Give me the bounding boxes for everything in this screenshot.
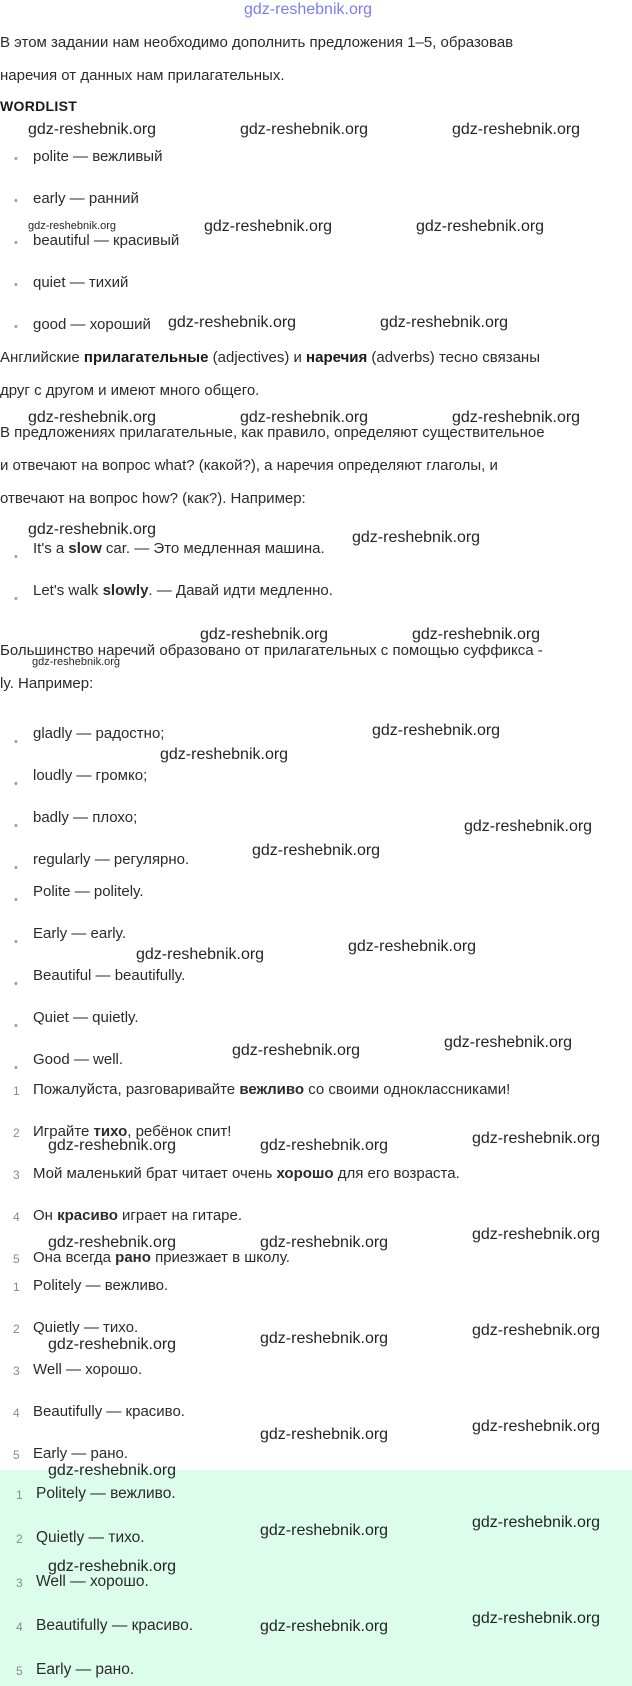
item-number: 1: [13, 1280, 20, 1294]
list-item: badly — плохо;: [33, 809, 138, 826]
sentence: Играйте тихо, ребёнок спит!: [33, 1123, 232, 1140]
item-number: 3: [13, 1364, 20, 1378]
bullet-icon: •: [14, 778, 18, 790]
watermark: gdz-reshebnik.org: [252, 842, 381, 859]
watermark: gdz-reshebnik.org: [416, 218, 545, 235]
wordlist-heading: WORDLIST: [0, 98, 78, 114]
list-item: Good — well.: [33, 1051, 124, 1068]
bullet-icon: •: [14, 736, 18, 748]
bullet-icon: •: [14, 1020, 18, 1032]
sentence: Мой маленький брат читает очень хорошо для его возраста.: [33, 1165, 460, 1182]
final-answer: Early — рано.: [36, 1661, 135, 1678]
paragraph-adjectives-line-2: друг с другом и имеют много общего.: [0, 382, 260, 399]
intro-line-2: наречия от данных нам прилагательных.: [0, 67, 285, 84]
watermark: gdz-reshebnik.org: [136, 946, 265, 963]
item-number: 2: [16, 1532, 23, 1546]
watermark: gdz-reshebnik.org: [260, 1330, 389, 1347]
bullet-icon: •: [14, 321, 18, 333]
item-number: 4: [13, 1210, 20, 1224]
list-item: gladly — радостно;: [33, 725, 165, 742]
answer: Early — рано.: [33, 1445, 128, 1462]
watermark: gdz-reshebnik.org: [48, 1558, 177, 1575]
watermark: gdz-reshebnik.org: [472, 1418, 601, 1435]
watermark: gdz-reshebnik.org: [452, 409, 581, 426]
watermark: gdz-reshebnik.org: [240, 121, 369, 138]
watermark: gdz-reshebnik.org: [28, 521, 157, 538]
intro-line-1: В этом задании нам необходимо дополнить предложения 1–5, образовав: [0, 34, 514, 51]
watermark: gdz-reshebnik.org: [472, 1130, 601, 1147]
watermark: gdz-reshebnik.org: [48, 1462, 177, 1479]
watermark: gdz-reshebnik.org: [260, 1234, 389, 1251]
bullet-icon: •: [14, 1062, 18, 1074]
watermark: gdz-reshebnik.org: [464, 818, 593, 835]
bullet-icon: •: [14, 820, 18, 832]
bullet-icon: •: [14, 593, 18, 605]
list-item: good — хороший: [33, 316, 151, 333]
list-item: Beautiful — beautifully.: [33, 967, 186, 984]
watermark: gdz-reshebnik.org: [48, 1137, 177, 1154]
list-item: regularly — регулярно.: [33, 851, 190, 868]
final-answers-block: [0, 1470, 632, 1686]
final-answer: Well — хорошо.: [36, 1573, 149, 1590]
list-item: beautiful — красивый: [33, 232, 180, 249]
item-number: 3: [13, 1168, 20, 1182]
watermark: gdz-reshebnik.org: [160, 746, 289, 763]
watermark: gdz-reshebnik.org: [472, 1610, 601, 1627]
watermark: gdz-reshebnik.org: [168, 314, 297, 331]
watermark: gdz-reshebnik.org: [472, 1514, 601, 1531]
list-item: early — ранний: [33, 190, 139, 207]
watermark: gdz-reshebnik.org: [48, 1234, 177, 1251]
answer: Politely — вежливо.: [33, 1277, 169, 1294]
watermark: gdz-reshebnik.org: [232, 1042, 361, 1059]
watermark: gdz-reshebnik.org: [260, 1137, 389, 1154]
final-answer: Beautifully — красиво.: [36, 1617, 194, 1634]
watermark: gdz-reshebnik.org: [352, 529, 481, 546]
bullet-icon: •: [14, 894, 18, 906]
bullet-icon: •: [14, 936, 18, 948]
list-item: Quiet — quietly.: [33, 1009, 139, 1026]
watermark: gdz-reshebnik.org: [260, 1522, 389, 1539]
bullet-icon: •: [14, 153, 18, 165]
watermark: gdz-reshebnik.org: [472, 1226, 601, 1243]
final-answer: Politely — вежливо.: [36, 1485, 176, 1502]
paragraph-usage-line-1: В предложениях прилагательные, как правило, определяют существительное: [0, 424, 545, 441]
watermark: gdz-reshebnik.org: [380, 314, 509, 331]
watermark: gdz-reshebnik.org: [32, 656, 121, 668]
watermark: gdz-reshebnik.org: [28, 220, 117, 232]
paragraph-suffix-line-1: Большинство наречий образовано от прилагательных с помощью суффикса -: [0, 642, 543, 659]
watermark: gdz-reshebnik.org: [412, 626, 541, 643]
paragraph-suffix-line-2: ly. Например:: [0, 675, 94, 692]
item-number: 2: [13, 1126, 20, 1140]
answer: Well — хорошо.: [33, 1361, 143, 1378]
final-answer: Quietly — тихо.: [36, 1529, 145, 1546]
item-number: 2: [13, 1322, 20, 1336]
example-slowly: Let's walk slowly. — Давай идти медленно.: [33, 582, 333, 599]
bullet-icon: •: [14, 195, 18, 207]
paragraph-usage-line-2: и отвечают на вопрос what? (какой?), а наречия определяют глаголы, и: [0, 457, 498, 474]
example-slow: It's a slow car. — Это медленная машина.: [33, 540, 325, 557]
item-number: 1: [16, 1488, 23, 1502]
answer: Beautifully — красиво.: [33, 1403, 185, 1420]
watermark: gdz-reshebnik.org: [472, 1322, 601, 1339]
list-item: quiet — тихий: [33, 274, 129, 291]
sentence: Он красиво играет на гитаре.: [33, 1207, 243, 1224]
watermark: gdz-reshebnik.org: [444, 1034, 573, 1051]
sentence: Она всегда рано приезжает в школу.: [33, 1249, 290, 1266]
item-number: 3: [16, 1576, 23, 1590]
watermark: gdz-reshebnik.org: [372, 722, 501, 739]
list-item: polite — вежливый: [33, 148, 163, 165]
bullet-icon: •: [14, 551, 18, 563]
bullet-icon: •: [14, 279, 18, 291]
item-number: 5: [13, 1448, 20, 1462]
watermark: gdz-reshebnik.org: [48, 1336, 177, 1353]
watermark: gdz-reshebnik.org: [204, 218, 333, 235]
watermark: gdz-reshebnik.org: [260, 1426, 389, 1443]
list-item: loudly — громко;: [33, 767, 148, 784]
watermark: gdz-reshebnik.org: [28, 121, 157, 138]
paragraph-usage-line-3: отвечают на вопрос how? (как?). Например:: [0, 490, 306, 507]
watermark: gdz-reshebnik.org: [452, 121, 581, 138]
answer: Quietly — тихо.: [33, 1319, 139, 1336]
paragraph-adjectives-line-1: Английские прилагательные (adjectives) и наречия (adverbs) тесно связаны: [0, 349, 540, 366]
sentence: Пожалуйста, разговаривайте вежливо со своими одноклассниками!: [33, 1081, 511, 1098]
watermark: gdz-reshebnik.org: [200, 626, 329, 643]
bullet-icon: •: [14, 978, 18, 990]
item-number: 4: [13, 1406, 20, 1420]
item-number: 4: [16, 1620, 23, 1634]
bullet-icon: •: [14, 862, 18, 874]
item-number: 5: [13, 1252, 20, 1266]
item-number: 1: [13, 1084, 20, 1098]
watermark-top[interactable]: gdz-reshebnik.org: [244, 1, 373, 18]
watermark: gdz-reshebnik.org: [28, 409, 157, 426]
watermark: gdz-reshebnik.org: [240, 409, 369, 426]
item-number: 5: [16, 1664, 23, 1678]
list-item: Polite — politely.: [33, 883, 144, 900]
list-item: Early — early.: [33, 925, 127, 942]
watermark: gdz-reshebnik.org: [260, 1618, 389, 1635]
watermark: gdz-reshebnik.org: [348, 938, 477, 955]
bullet-icon: •: [14, 237, 18, 249]
